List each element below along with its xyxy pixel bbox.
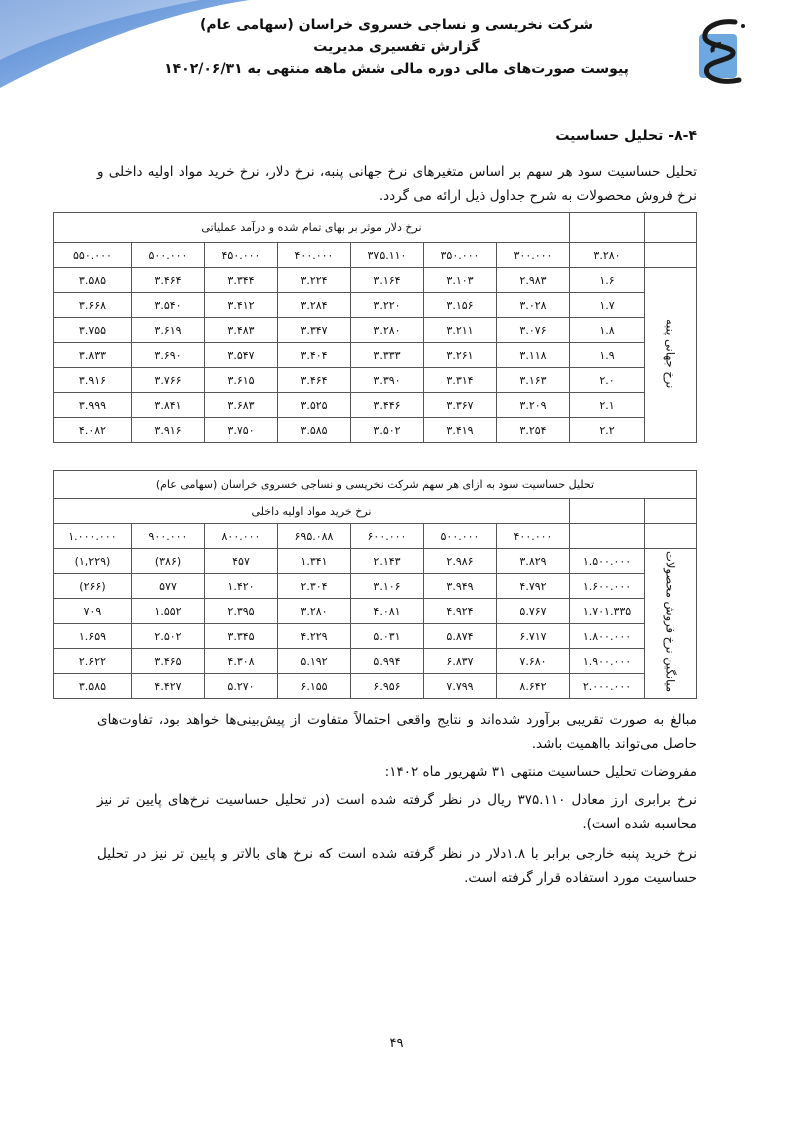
report-header [120, 14, 673, 80]
table1-cell: ۳.۳۴۷ [278, 318, 351, 343]
table1-cell: ۳.۶۹۰ [132, 343, 205, 368]
table2-cell: ۱.۴۲۰ [205, 574, 278, 599]
table1-col-header: ۴۰۰.۰۰۰ [278, 243, 351, 268]
table1-row-label: ۱.۶ [570, 268, 645, 293]
table2-cell: ۵۷۷ [132, 574, 205, 599]
table1-row-axis-text: نرخ جهانی پنبه [663, 318, 678, 389]
table1-cell: ۳.۶۱۹ [132, 318, 205, 343]
table2-row-label: ۱.۷۰۱.۳۳۵ [570, 599, 645, 624]
table1-row-axis-label [645, 268, 697, 443]
table2-cell: ۲.۵۰۲ [132, 624, 205, 649]
table1-cell: ۳.۴۸۳ [205, 318, 278, 343]
table1-corner-blank-2 [570, 213, 645, 243]
table1-cell: ۳.۵۰۲ [351, 418, 424, 443]
report-subtitle: پیوست صورت‌های مالی دوره مالی شش ماهه منتهی به ۱۴۰۲/۰۶/۳۱ [164, 61, 629, 77]
table2-col-header: ۶۹۵.۰۸۸ [278, 524, 351, 549]
table2-cell: ۴.۰۸۱ [351, 599, 424, 624]
table1-cell: ۳.۰۷۶ [497, 318, 570, 343]
table1-cell: ۳.۲۶۱ [424, 343, 497, 368]
table2-col-header: ۵۰۰.۰۰۰ [424, 524, 497, 549]
company-name: شرکت نخریسی و نساجی خسروی خراسان (سهامی عام) [199, 17, 594, 33]
table2-cell: ۲.۱۴۳ [351, 549, 424, 574]
table2-cell: ۲.۹۸۶ [424, 549, 497, 574]
table-row [53, 368, 696, 393]
table1-cell: ۳.۲۵۴ [497, 418, 570, 443]
table1-cell: ۳.۶۱۵ [205, 368, 278, 393]
table2-col-header: ۴۰۰.۰۰۰ [497, 524, 570, 549]
table2-axis-blank [645, 524, 697, 549]
table1-cell: ۳.۷۵۰ [205, 418, 278, 443]
table-row [53, 318, 696, 343]
table2-cell: ۵.۲۷۰ [205, 674, 278, 699]
table1-col-header: ۳۵۰.۰۰۰ [424, 243, 497, 268]
table2-cell: (۲۶۶) [53, 574, 131, 599]
table2-row-label: ۲.۰۰۰.۰۰۰ [570, 674, 645, 699]
table-row [53, 268, 696, 293]
table2-cell: ۳.۳۴۵ [205, 624, 278, 649]
table2-cell: ۱.۶۵۹ [53, 624, 131, 649]
table1-cell: ۳.۴۰۴ [278, 343, 351, 368]
table1-cell: ۳.۴۶۴ [132, 268, 205, 293]
table1-cell: ۳.۵۴۰ [132, 293, 205, 318]
table1-row-label: ۱.۸ [570, 318, 645, 343]
table1-cell: ۳.۹۱۶ [53, 368, 131, 393]
table2-cell: ۳.۵۸۵ [53, 674, 131, 699]
table2-cell: ۱.۳۴۱ [278, 549, 351, 574]
note-assumptions-heading: مفروضات تحلیل حساسیت منتهی ۳۱ شهریور ماه ۱۴۰۲: [384, 764, 697, 780]
table1-cell: ۳.۴۱۲ [205, 293, 278, 318]
table1-cell: ۳.۳۴۴ [205, 268, 278, 293]
table2-cell: ۶.۹۵۶ [351, 674, 424, 699]
table2-cell: ۷.۷۹۹ [424, 674, 497, 699]
table2-cell: ۳.۹۴۹ [424, 574, 497, 599]
table1-row-label: ۱.۷ [570, 293, 645, 318]
table2-cell: ۲.۶۲۲ [53, 649, 131, 674]
table2-cell: ۶.۷۱۷ [497, 624, 570, 649]
table1-cell: ۳.۲۸۴ [278, 293, 351, 318]
report-type: گزارش تفسیری مدیریت [313, 39, 480, 55]
table2-cell: ۲.۳۰۴ [278, 574, 351, 599]
table1-cell: ۳.۲۲۰ [351, 293, 424, 318]
table-row [53, 343, 696, 368]
table1-col-header: ۴۵۰.۰۰۰ [205, 243, 278, 268]
table1-cell: ۳.۹۱۶ [132, 418, 205, 443]
table2-cell: ۸.۶۴۲ [497, 674, 570, 699]
table2-col-header: ۶۰۰.۰۰۰ [351, 524, 424, 549]
intro-paragraph: تحلیل حساسیت سود هر سهم بر اساس متغیرهای نرخ جهانی پنبه، نرخ دلار، نرخ خرید مواد اولیه داخلی و نرخ فروش محصولات به شرح جداول ذیل ارائه می گردد. [97, 164, 697, 204]
cotton-dollar-sensitivity-table [53, 212, 697, 443]
table1-cell: ۳.۵۲۵ [278, 393, 351, 418]
table2-cell: ۵.۱۹۲ [278, 649, 351, 674]
table1-cell: ۳.۴۶۴ [278, 368, 351, 393]
table1-cell: ۳.۲۱۱ [424, 318, 497, 343]
table1-cell: ۴.۰۸۲ [53, 418, 131, 443]
table1-cell: ۳.۰۲۸ [497, 293, 570, 318]
table2-row-axis-label [645, 549, 697, 699]
table-row [53, 549, 696, 574]
table2-cell: ۳.۸۲۹ [497, 549, 570, 574]
table1-cell: ۳.۵۴۷ [205, 343, 278, 368]
table2-row-label: ۱.۸۰۰.۰۰۰ [570, 624, 645, 649]
table2-cell: ۵.۸۷۴ [424, 624, 497, 649]
table2-cell: ۵.۹۹۴ [351, 649, 424, 674]
table1-corner-value: ۳.۲۸۰ [570, 243, 645, 268]
table1-col-header: ۵۵۰.۰۰۰ [53, 243, 131, 268]
table2-cell: ۴.۴۲۷ [132, 674, 205, 699]
table2-corner-blank [645, 499, 697, 524]
table1-cell: ۳.۷۶۶ [132, 368, 205, 393]
table2-cell: ۴.۹۲۴ [424, 599, 497, 624]
table1-cell: ۳.۳۱۴ [424, 368, 497, 393]
table1-cell: ۲.۹۸۳ [497, 268, 570, 293]
table1-cell: ۳.۴۱۹ [424, 418, 497, 443]
table1-cell: ۳.۱۵۶ [424, 293, 497, 318]
note-exchange-rate: نرخ برابری ارز معادل ۳۷۵.۱۱۰ ریال در نظر گرفته شده است (در تحلیل حساسیت نرخ‌های پایین تر نیز محاسبه شده است). [97, 792, 697, 832]
table1-cell: ۳.۱۱۸ [497, 343, 570, 368]
table2-cell: ۴.۷۹۲ [497, 574, 570, 599]
table1-cell: ۳.۵۸۵ [53, 268, 131, 293]
table2-corner-blank-2 [570, 499, 645, 524]
table1-row-label: ۲.۰ [570, 368, 645, 393]
table-row [53, 393, 696, 418]
table-row [53, 293, 696, 318]
table-row [53, 624, 696, 649]
table2-cell: ۳.۲۸۰ [278, 599, 351, 624]
table2-corner-blank-3 [570, 524, 645, 549]
table2-row-label: ۱.۵۰۰.۰۰۰ [570, 549, 645, 574]
table2-cell: ۷.۶۸۰ [497, 649, 570, 674]
section-title: ۸-۴- تحلیل حساسیت [555, 128, 697, 144]
table1-cell: ۳.۱۶۴ [351, 268, 424, 293]
table2-col-header: ۹۰۰.۰۰۰ [132, 524, 205, 549]
table1-cell: ۳.۸۴۱ [132, 393, 205, 418]
table2-title: تحلیل حساسیت سود به ازای هر سهم شرکت نخریسی و نساجی خسروی خراسان (سهامی عام) [53, 471, 696, 499]
company-logo-icon [695, 14, 751, 86]
table2-cell: ۶.۸۳۷ [424, 649, 497, 674]
table2-top-header: نرخ خرید مواد اولیه داخلی [53, 499, 569, 524]
table1-cell: ۳.۶۸۳ [205, 393, 278, 418]
table2-cell: ۴۵۷ [205, 549, 278, 574]
table1-row-label: ۱.۹ [570, 343, 645, 368]
table1-cell: ۳.۷۵۵ [53, 318, 131, 343]
table2-row-label: ۱.۹۰۰.۰۰۰ [570, 649, 645, 674]
table2-cell: (۱,۲۲۹) [53, 549, 131, 574]
table1-row-label: ۲.۲ [570, 418, 645, 443]
table2-col-header: ۱.۰۰۰.۰۰۰ [53, 524, 131, 549]
note-estimates: مبالغ به صورت تقریبی برآورد شده‌اند و نتایج واقعی احتمالاً متفاوت از پیش‌بینی‌ها خواهد بود، تفاوت‌های حاصل می‌تواند بااهمیت باشد. [97, 712, 697, 752]
table1-cell: ۳.۲۸۰ [351, 318, 424, 343]
sales-materials-sensitivity-table [53, 470, 697, 699]
table1-cell: ۳.۳۹۰ [351, 368, 424, 393]
table2-cell: ۳.۴۶۵ [132, 649, 205, 674]
table2-cell: ۳.۱۰۶ [351, 574, 424, 599]
table1-cell: ۳.۹۹۹ [53, 393, 131, 418]
table-row [53, 599, 696, 624]
table1-axis-blank [645, 243, 697, 268]
table-row [53, 674, 696, 699]
table1-corner-blank [645, 213, 697, 243]
table1-cell: ۳.۲۲۴ [278, 268, 351, 293]
table1-row-label: ۲.۱ [570, 393, 645, 418]
table2-cell: ۶.۱۵۵ [278, 674, 351, 699]
table2-cell: (۳۸۶) [132, 549, 205, 574]
table1-cell: ۳.۶۶۸ [53, 293, 131, 318]
table2-cell: ۵.۰۳۱ [351, 624, 424, 649]
table2-cell: ۷۰۹ [53, 599, 131, 624]
table1-top-header: نرخ دلار موثر بر بهای تمام شده و درآمد عملیاتی [53, 213, 569, 243]
table1-cell: ۳.۸۳۳ [53, 343, 131, 368]
table1-col-header: ۳۰۰.۰۰۰ [497, 243, 570, 268]
table-row [53, 574, 696, 599]
table1-cell: ۳.۱۶۳ [497, 368, 570, 393]
table1-col-header: ۵۰۰.۰۰۰ [132, 243, 205, 268]
table2-cell: ۲.۳۹۵ [205, 599, 278, 624]
note-cotton-price: نرخ خرید پنبه خارجی برابر با ۱.۸دلار در نظر گرفته شده است که نرخ های بالاتر و پایین تر نیز در تحلیل حساسیت مورد استفاده قرار گرفته است. [97, 846, 697, 886]
table1-cell: ۳.۴۴۶ [351, 393, 424, 418]
table-row [53, 418, 696, 443]
page-number: ۴۹ [389, 1036, 404, 1051]
table1-cell: ۳.۵۸۵ [278, 418, 351, 443]
table2-cell: ۵.۷۶۷ [497, 599, 570, 624]
table1-cell: ۳.۳۶۷ [424, 393, 497, 418]
table2-row-label: ۱.۶۰۰.۰۰۰ [570, 574, 645, 599]
table1-cell: ۳.۱۰۳ [424, 268, 497, 293]
table2-cell: ۴.۳۰۸ [205, 649, 278, 674]
table-row [53, 649, 696, 674]
table2-row-axis-text: میانگین نرخ فروش محصولات [663, 551, 678, 693]
table1-cell: ۳.۲۰۹ [497, 393, 570, 418]
table2-cell: ۴.۲۲۹ [278, 624, 351, 649]
table1-cell: ۳.۳۳۳ [351, 343, 424, 368]
table2-col-header: ۸۰۰.۰۰۰ [205, 524, 278, 549]
table1-col-header: ۳۷۵.۱۱۰ [351, 243, 424, 268]
table2-cell: ۱.۵۵۲ [132, 599, 205, 624]
